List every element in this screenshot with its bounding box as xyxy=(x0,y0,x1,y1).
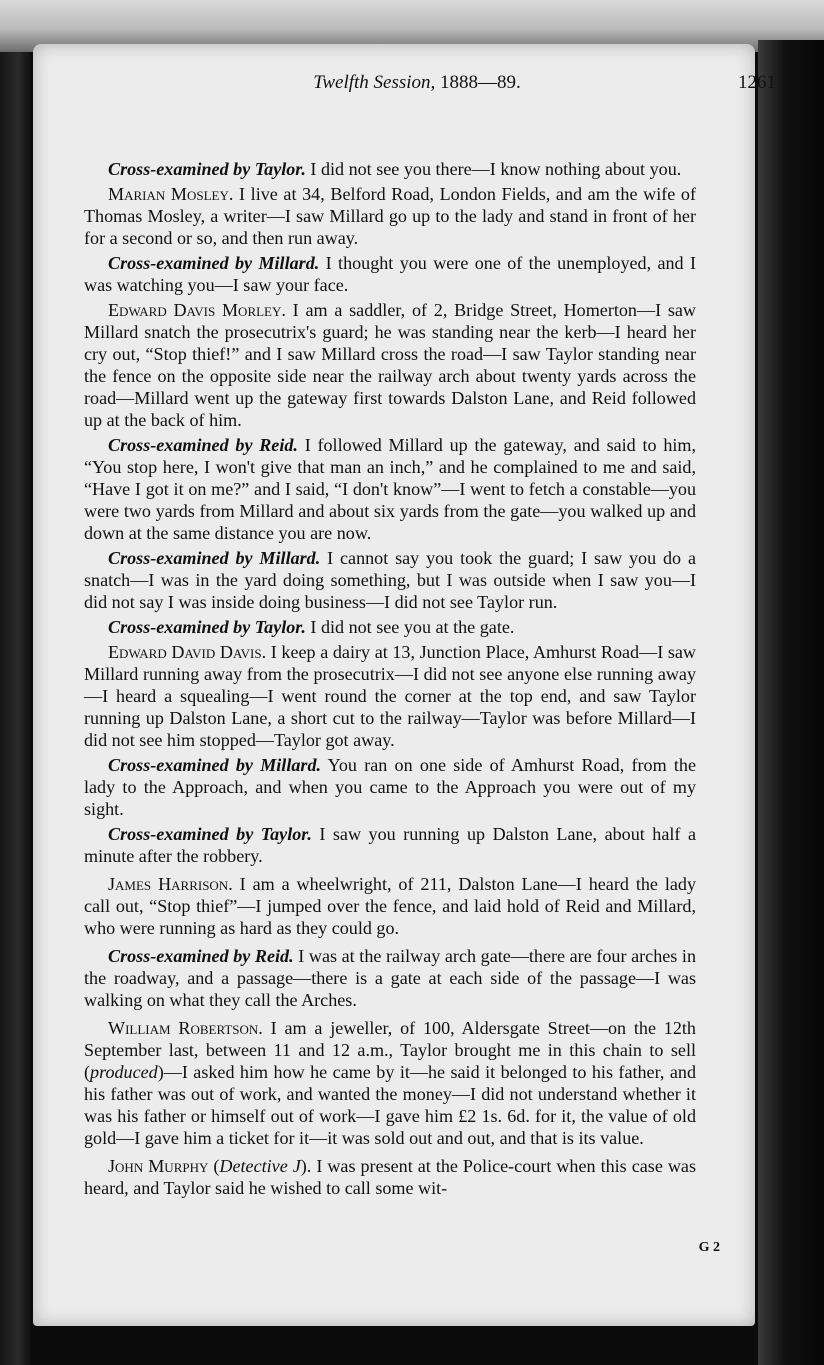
page-number: 1261 xyxy=(738,72,776,93)
paragraph-text: I keep a dairy at 13, Junction Place, Amhurst Road—I saw Millard running away from the prosecutrix—I did not see anyone else running away—I heard a squealing—I went round the corner at the top end, and saw Taylor running up Dalston Lane, a short cut to the railway—Taylor was before Millard—I did not see him stopped—Taylor got away. xyxy=(84,642,696,750)
witness-name: John Murphy xyxy=(108,1156,209,1176)
paragraph xyxy=(84,183,696,249)
paragraph-text: I saw you running up Dalston Lane, about half a minute after the robbery. xyxy=(84,824,696,866)
cross-exam-label: Cross-examined by Taylor. xyxy=(108,159,306,179)
page-header xyxy=(58,72,776,102)
paragraph xyxy=(84,616,696,638)
witness-name: Marian Mosley. xyxy=(108,184,234,204)
paragraph xyxy=(84,1017,696,1149)
witness-name: Edward David Davis. xyxy=(108,642,267,662)
cross-exam-label: Cross-examined by Millard. xyxy=(108,755,322,775)
paragraph-text: ). I was present at the Police-court when this case was heard, and Taylor said he wished to call some wit- xyxy=(84,1156,696,1198)
paragraph xyxy=(84,823,696,867)
running-head xyxy=(58,72,776,94)
italic-note: Detective J xyxy=(219,1156,301,1176)
paragraph xyxy=(84,299,696,431)
witness-name: James Harrison. xyxy=(108,874,233,894)
paragraph xyxy=(84,754,696,820)
cross-exam-label: Cross-examined by Taylor. xyxy=(108,824,312,844)
italic-note: produced xyxy=(90,1062,158,1082)
body-text xyxy=(84,158,696,1202)
paragraph xyxy=(84,158,696,180)
paragraph-text: I am a wheelwright, of 211, Dalston Lane—I heard the lady call out, “Stop thief”—I jumped over the fence, and laid hold of Reid and Millard, who were running as hard as they could go. xyxy=(84,874,696,938)
paragraph xyxy=(84,945,696,1011)
paragraph-text: I thought you were one of the unemployed, and I was watching you—I saw your face. xyxy=(84,253,696,295)
paragraph xyxy=(84,252,696,296)
signature-mark: G 2 xyxy=(698,1240,720,1255)
paragraph-text: I did not see you there—I know nothing about you. xyxy=(305,159,682,179)
cross-exam-label: Cross-examined by Taylor. xyxy=(108,617,306,637)
running-head-year: 1888—89. xyxy=(440,72,521,93)
paragraph xyxy=(84,434,696,544)
cross-exam-label: Cross-examined by Reid. xyxy=(108,435,298,455)
facing-page-edge xyxy=(0,52,30,1365)
paragraph xyxy=(84,873,696,939)
paragraph-text: I am a jeweller, of 100, Aldersgate Street—on the 12th September last, between 11 and 12 a.m., Taylor brought me in this chain to sell ( xyxy=(84,1018,696,1082)
cross-exam-label: Cross-examined by Millard. xyxy=(108,548,321,568)
book-binding-edge xyxy=(758,40,824,1365)
paragraph-text: I was at the railway arch gate—there are four arches in the roadway, and a passage—there is a gate at each side of the passage—I was walking on what they call the Arches. xyxy=(84,946,696,1010)
paragraph-text: I followed Millard up the gateway, and said to him, “You stop here, I won't give that man an inch,” and he complained to me and said, “Have I got it on me?” and I said, “I don't know”—I went to fetch a constable—you were two yards from Millard and about six yards from the gate—you walked up and down at the same distance you are now. xyxy=(84,435,696,543)
witness-name: Edward Davis Morley. xyxy=(108,300,286,320)
paragraph-text: I did not see you at the gate. xyxy=(305,617,515,637)
witness-name: William Robertson. xyxy=(108,1018,263,1038)
paragraph xyxy=(84,1155,696,1199)
cross-exam-label: Cross-examined by Millard. xyxy=(108,253,320,273)
paragraph-text: )—I asked him how he came by it—he said it belonged to his father, and his father was out of work, and wanted the money—I did not understand whether it was his father or himself out of work—I gave him £2 1s. 6d. for it, the value of old gold—I gave him a ticket for it—it was sold out and out, and that is its value. xyxy=(84,1062,696,1148)
paragraph-text: I am a saddler, of 2, Bridge Street, Homerton—I saw Millard snatch the prosecutrix's guard; he was standing near the kerb—I heard her cry out, “Stop thief!” and I saw Millard cross the road—I saw Taylor standing near the fence on the opposite side near the railway arch about twenty yards across the road—Millard went up the gateway first towards Dalston Lane, and Reid followed up at the back of him. xyxy=(84,300,696,430)
paragraph xyxy=(84,641,696,751)
cross-exam-label: Cross-examined by Reid. xyxy=(108,946,294,966)
paragraph-text: I live at 34, Belford Road, London Fields, and am the wife of Thomas Mosley, a writer—I saw Millard go up to the lady and stand in front of her for a second or so, and then run away. xyxy=(84,184,696,248)
running-head-session: Twelfth Session, xyxy=(313,72,436,93)
paragraph xyxy=(84,547,696,613)
paragraph-text: I cannot say you took the guard; I saw you do a snatch—I was in the yard doing something, but I was outside when I saw you—I did not say I was inside doing business—I did not see Taylor run. xyxy=(84,548,696,612)
paragraph-text: You ran on one side of Amhurst Road, from the lady to the Approach, and when you came to the Approach you were out of my sight. xyxy=(84,755,696,819)
paragraph-text: ( xyxy=(208,1156,220,1176)
